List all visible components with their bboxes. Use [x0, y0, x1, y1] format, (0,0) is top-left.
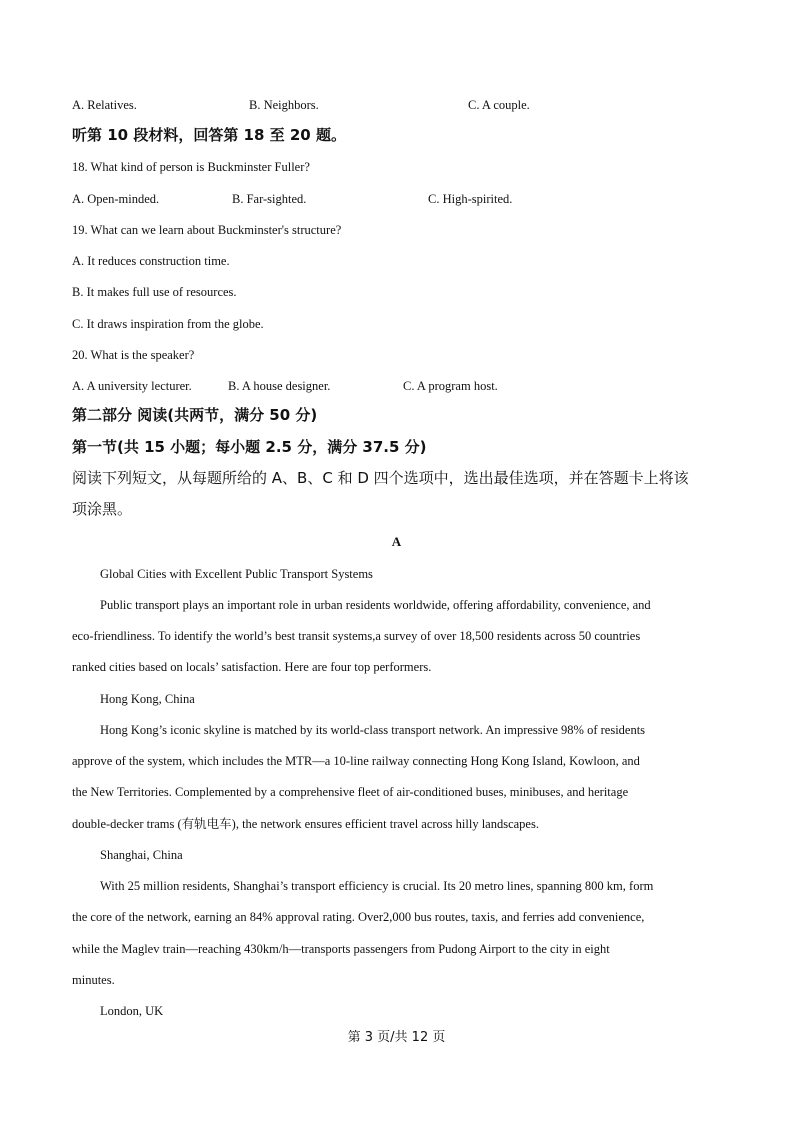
- section1-title: 第一节(共 15 小题；每小题 2.5 分，满分 37.5 分): [72, 438, 427, 456]
- sh-line: minutes.: [72, 973, 115, 987]
- q18-question: 18. What kind of person is Buckminster Fuller?: [72, 160, 310, 174]
- q20-option-c: C. A program host.: [403, 379, 498, 393]
- q17-option-b: B. Neighbors.: [249, 98, 319, 112]
- q19-option-a: A. It reduces construction time.: [72, 254, 230, 268]
- london-heading: London, UK: [100, 1004, 164, 1018]
- sh-heading: Shanghai, China: [100, 848, 183, 862]
- hk-line: the New Territories. Complemented by a comprehensive fleet of air-conditioned buses, minibuses, and heritage: [72, 785, 629, 799]
- passage-letter: A: [391, 534, 402, 549]
- intro-line: Public transport plays an important role in urban residents worldwide, offering affordability, convenience, and: [100, 598, 651, 612]
- hk-heading: Hong Kong, China: [100, 692, 195, 706]
- page-footer: 第 3 页/共 12 页: [347, 1030, 446, 1045]
- q18-option-b: B. Far-sighted.: [232, 192, 307, 206]
- sh-line: the core of the network, earning an 84% approval rating. Over2,000 bus routes, taxis, and ferries add convenience,: [72, 910, 645, 924]
- q17-option-a: A. Relatives.: [72, 98, 137, 112]
- section10-intro: 听第 10 段材料，回答第 18 至 20 题。: [72, 126, 346, 144]
- hk-line: Hong Kong’s iconic skyline is matched by its world-class transport network. An impressive 98% of residents: [100, 723, 646, 737]
- instructions-line-1: 阅读下列短文，从每题所给的 A、B、C 和 D 四个选项中，选出最佳选项，并在答题卡上将该: [72, 469, 689, 487]
- q17-option-c: C. A couple.: [468, 98, 530, 112]
- q20-option-b: B. A house designer.: [228, 379, 331, 393]
- q18-option-a: A. Open-minded.: [72, 192, 160, 206]
- q19-question: 19. What can we learn about Buckminster's structure?: [72, 223, 342, 237]
- q19-option-b: B. It makes full use of resources.: [72, 285, 237, 299]
- sh-line: With 25 million residents, Shanghai’s transport efficiency is crucial. Its 20 metro lines, spanning 800 km, form: [100, 879, 654, 893]
- q20-option-a: A. A university lecturer.: [72, 379, 192, 393]
- q19-option-c: C. It draws inspiration from the globe.: [72, 317, 264, 331]
- sh-line: while the Maglev train—reaching 430km/h—transports passengers from Pudong Airport to the city in eight: [72, 942, 610, 956]
- hk-line: double-decker trams (有轨电车), the network ensures efficient travel across hilly landscapes.: [72, 817, 539, 831]
- intro-line: ranked cities based on locals’ satisfaction. Here are four top performers.: [72, 660, 432, 674]
- q18-option-c: C. High-spirited.: [428, 192, 513, 206]
- part2-title: 第二部分 阅读(共两节，满分 50 分): [72, 406, 318, 424]
- instructions-line-2: 项涂黑。: [72, 500, 133, 518]
- intro-line: eco-friendliness. To identify the world’s best transit systems,a survey of over 18,500 residents across 50 countries: [72, 629, 641, 643]
- passage-title: Global Cities with Excellent Public Transport Systems: [100, 567, 373, 581]
- q20-question: 20. What is the speaker?: [72, 348, 195, 362]
- hk-line: approve of the system, which includes the MTR—a 10-line railway connecting Hong Kong Island, Kowloon, and: [72, 754, 640, 768]
